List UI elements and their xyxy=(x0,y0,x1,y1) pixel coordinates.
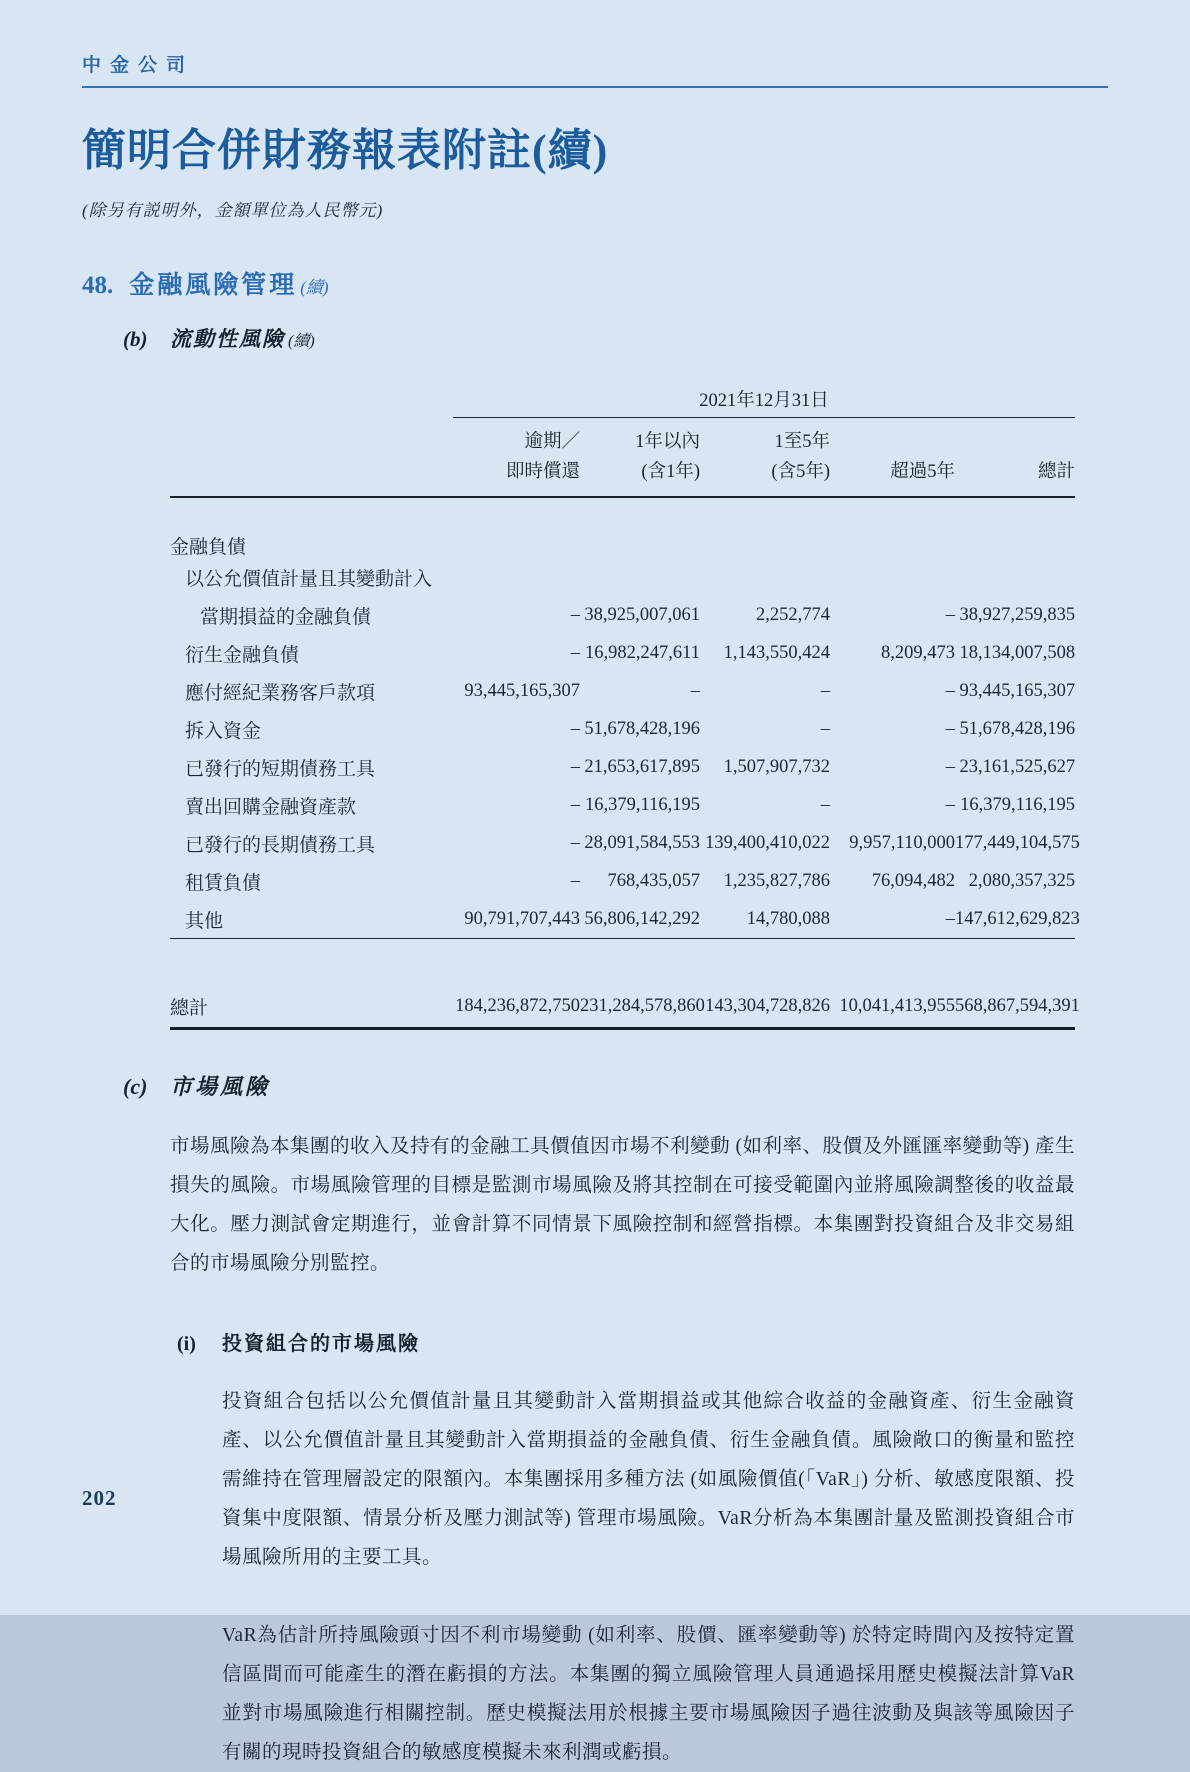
row-label: 拆入資金 xyxy=(185,721,262,742)
table-row xyxy=(170,863,1075,901)
table-row xyxy=(170,749,1075,787)
row-value: 16,379,116,195 xyxy=(960,795,1076,815)
table-row xyxy=(170,787,1075,825)
table-row xyxy=(170,711,1075,749)
row-value: 51,678,428,196 xyxy=(959,719,1076,739)
row-label: 其他 xyxy=(170,901,453,939)
page-subtitle: (除另有説明外，金額單位為人民幣元) xyxy=(82,201,384,220)
liquidity-risk-maturity-table xyxy=(170,383,1080,1030)
column-header-within-1y xyxy=(580,417,700,497)
row-value: – xyxy=(945,681,955,701)
subsection-i-heading xyxy=(177,1327,1190,1356)
row-value: 8,209,473 xyxy=(881,643,955,663)
row-value: 16,379,116,195 xyxy=(585,795,700,815)
section-48-heading xyxy=(82,265,1108,301)
row-label: 金融負債 xyxy=(170,536,247,558)
total-row-value: 568,867,594,391 xyxy=(955,987,1075,1029)
total-row-value: 184,236,872,750 xyxy=(453,987,580,1029)
portfolio-market-risk-paragraph-1: 投資組合包括以公允價值計量且其變動計入當期損益或其他綜合收益的金融資產、衍生金融資產、以公允價值計量且其變動計入當期損益的金融負債、衍生金融負債。風險敞口的衡量和監控需維持在管理層設定的限額內。本集團採用多種方法 (如風險價值(「VaR」) 分析、敏感度限額、投資集中度限額、情景分析及壓力測試等) 管理市場風險。VaR分析為本集團計量及監測投資組合市場風險所用的主要工具。 xyxy=(222,1391,1075,1568)
page-title: 簡明合併財務報表附註(續) xyxy=(82,126,609,175)
row-label: 衍生金融負債 xyxy=(185,645,300,666)
row-value: – xyxy=(820,795,830,815)
row-value: 51,678,428,196 xyxy=(584,719,700,739)
row-value xyxy=(830,559,955,597)
row-value: – xyxy=(570,757,580,777)
row-value: 1,507,907,732 xyxy=(723,757,830,777)
row-value: – xyxy=(570,719,580,739)
company-name: 中金公司 xyxy=(82,50,1108,88)
row-value: – xyxy=(830,901,955,939)
table-column-header-row xyxy=(170,417,1075,497)
row-value: 1,143,550,424 xyxy=(723,643,830,663)
row-label: 租賃負債 xyxy=(185,873,262,894)
section-number: 48. xyxy=(82,272,114,299)
page-header xyxy=(82,0,1108,88)
date-row-stub xyxy=(170,383,453,417)
row-value: – xyxy=(820,681,830,701)
column-header-line2: (含5年) xyxy=(771,461,830,482)
subsection-b-label: (b) xyxy=(123,327,148,351)
subsection-c-label: (c) xyxy=(123,1074,148,1099)
table-row xyxy=(170,635,1075,673)
column-header-1-to-5y xyxy=(700,417,830,497)
row-value xyxy=(453,559,580,597)
subsection-b-title: 流動性風險 xyxy=(170,327,285,351)
table-row xyxy=(170,901,1075,939)
row-value xyxy=(700,559,830,597)
row-value: – xyxy=(820,719,830,739)
row-value xyxy=(580,497,700,559)
row-value: 14,780,088 xyxy=(700,901,830,939)
row-value: 28,091,584,553 xyxy=(584,833,700,853)
subsection-i-label: (i) xyxy=(177,1333,196,1355)
page-number: 202 xyxy=(82,1486,117,1510)
row-value: – xyxy=(570,871,580,891)
table-spacer-row xyxy=(170,939,1075,987)
table-row xyxy=(170,559,1075,597)
row-value xyxy=(955,497,1075,559)
row-value: – xyxy=(570,643,580,663)
row-label: 已發行的長期債務工具 xyxy=(185,835,376,856)
column-header-line2: 即時償還 xyxy=(505,461,580,482)
row-value: 1,235,827,786 xyxy=(723,871,830,891)
row-value: 23,161,525,627 xyxy=(959,757,1076,777)
row-value: 38,927,259,835 xyxy=(959,605,1076,625)
row-value: 2,080,357,325 xyxy=(968,871,1076,891)
column-header-over-5y xyxy=(830,417,955,497)
row-value: 18,134,007,508 xyxy=(959,643,1076,663)
row-value xyxy=(700,497,830,559)
row-value: 21,653,617,895 xyxy=(584,757,700,777)
subsection-b-continued-mark: (續) xyxy=(288,333,315,350)
row-value: 147,612,629,823 xyxy=(955,901,1075,939)
row-value: – xyxy=(570,605,580,625)
subsection-i-title: 投資組合的市場風險 xyxy=(222,1333,420,1355)
total-row-value: 143,304,728,826 xyxy=(700,987,830,1029)
subsection-c-heading xyxy=(123,1070,1190,1101)
row-value: 768,435,057 xyxy=(607,871,700,891)
row-value xyxy=(955,559,1075,597)
row-value: – xyxy=(570,833,580,853)
row-value: – xyxy=(945,719,955,739)
row-value: – xyxy=(945,757,955,777)
row-value: – xyxy=(570,795,580,815)
table-date-row xyxy=(170,383,1075,417)
column-header-total xyxy=(955,417,1075,497)
table-total-row xyxy=(170,987,1075,1029)
row-label: 應付經紀業務客戶款項 xyxy=(185,683,376,704)
row-label: 已發行的短期債務工具 xyxy=(185,759,376,780)
column-header-line1: 逾期／ xyxy=(524,431,580,452)
row-label: 當期損益的金融負債 xyxy=(200,607,372,628)
row-value: 2,252,774 xyxy=(756,605,830,625)
row-value: 90,791,707,443 xyxy=(453,901,580,939)
section-title: 金融風險管理 xyxy=(129,272,298,299)
total-row-label: 總計 xyxy=(170,987,453,1029)
total-row-value: 10,041,413,955 xyxy=(830,987,955,1029)
row-value: 139,400,410,022 xyxy=(705,833,830,853)
row-value: 9,957,110,000 xyxy=(849,833,955,853)
row-label: 賣出回購金融資產款 xyxy=(185,797,357,818)
row-value xyxy=(453,497,580,559)
row-value: 93,445,165,307 xyxy=(959,681,1076,701)
section-continued-mark: (續) xyxy=(300,278,329,297)
column-header-line2: (含1年) xyxy=(641,461,700,482)
row-value xyxy=(830,497,955,559)
row-value xyxy=(580,559,700,597)
table-body xyxy=(170,497,1080,939)
subsection-c-title: 市場風險 xyxy=(170,1074,271,1099)
column-header-line2: 總計 xyxy=(1038,461,1076,482)
row-value: – xyxy=(690,681,700,701)
row-value: 76,094,482 xyxy=(871,871,955,891)
row-value: 93,445,165,307 xyxy=(464,681,580,701)
row-value: 38,925,007,061 xyxy=(584,605,700,625)
column-header-line2: 超過5年 xyxy=(890,461,955,482)
subsection-b-heading xyxy=(123,323,1190,353)
column-header-line1: 1至5年 xyxy=(774,431,830,452)
row-value: – xyxy=(945,605,955,625)
row-value: – xyxy=(945,795,955,815)
table-row xyxy=(170,825,1075,863)
column-header-line1: 1年以內 xyxy=(635,431,700,452)
row-value: 16,982,247,611 xyxy=(585,643,700,663)
portfolio-market-risk-paragraph-2: VaR為估計所持風險頭寸因不利市場變動 (如利率、股價、匯率變動等) 於特定時間內及按特定置信區間而可能產生的潛在虧損的方法。本集團的獨立風險管理人員通過採用歷史模擬法計算VaR並對市場風險進行相關控制。歷史模擬法用於根據主要市場風險因子過往波動及與該等風險因子有關的現時投資組合的敏感度模擬未來利潤或虧損。 xyxy=(222,1625,1075,1763)
market-risk-paragraph: 市場風險為本集團的收入及持有的金融工具價值因市場不利變動 (如利率、股價及外匯匯率變動等) 產生損失的風險。市場風險管理的目標是監測市場風險及將其控制在可接受範圍內並將風險調整後的收益最大化。壓力測試會定期進行，並會計算不同情景下風險控制和經營指標。本集團對投資組合及非交易組合的市場風險分別監控。 xyxy=(170,1136,1075,1274)
table-date-header: 2021年12月31日 xyxy=(453,383,1075,417)
column-header-overdue xyxy=(453,417,580,497)
row-value: 177,449,104,575 xyxy=(955,833,1080,853)
table-row xyxy=(170,597,1075,635)
table-row xyxy=(170,673,1075,711)
table-row xyxy=(170,497,1075,559)
row-label: 以公允價值計量且其變動計入 xyxy=(185,569,433,590)
row-value: 56,806,142,292 xyxy=(580,901,700,939)
total-row-value: 231,284,578,860 xyxy=(580,987,700,1029)
column-header-stub xyxy=(170,417,453,497)
